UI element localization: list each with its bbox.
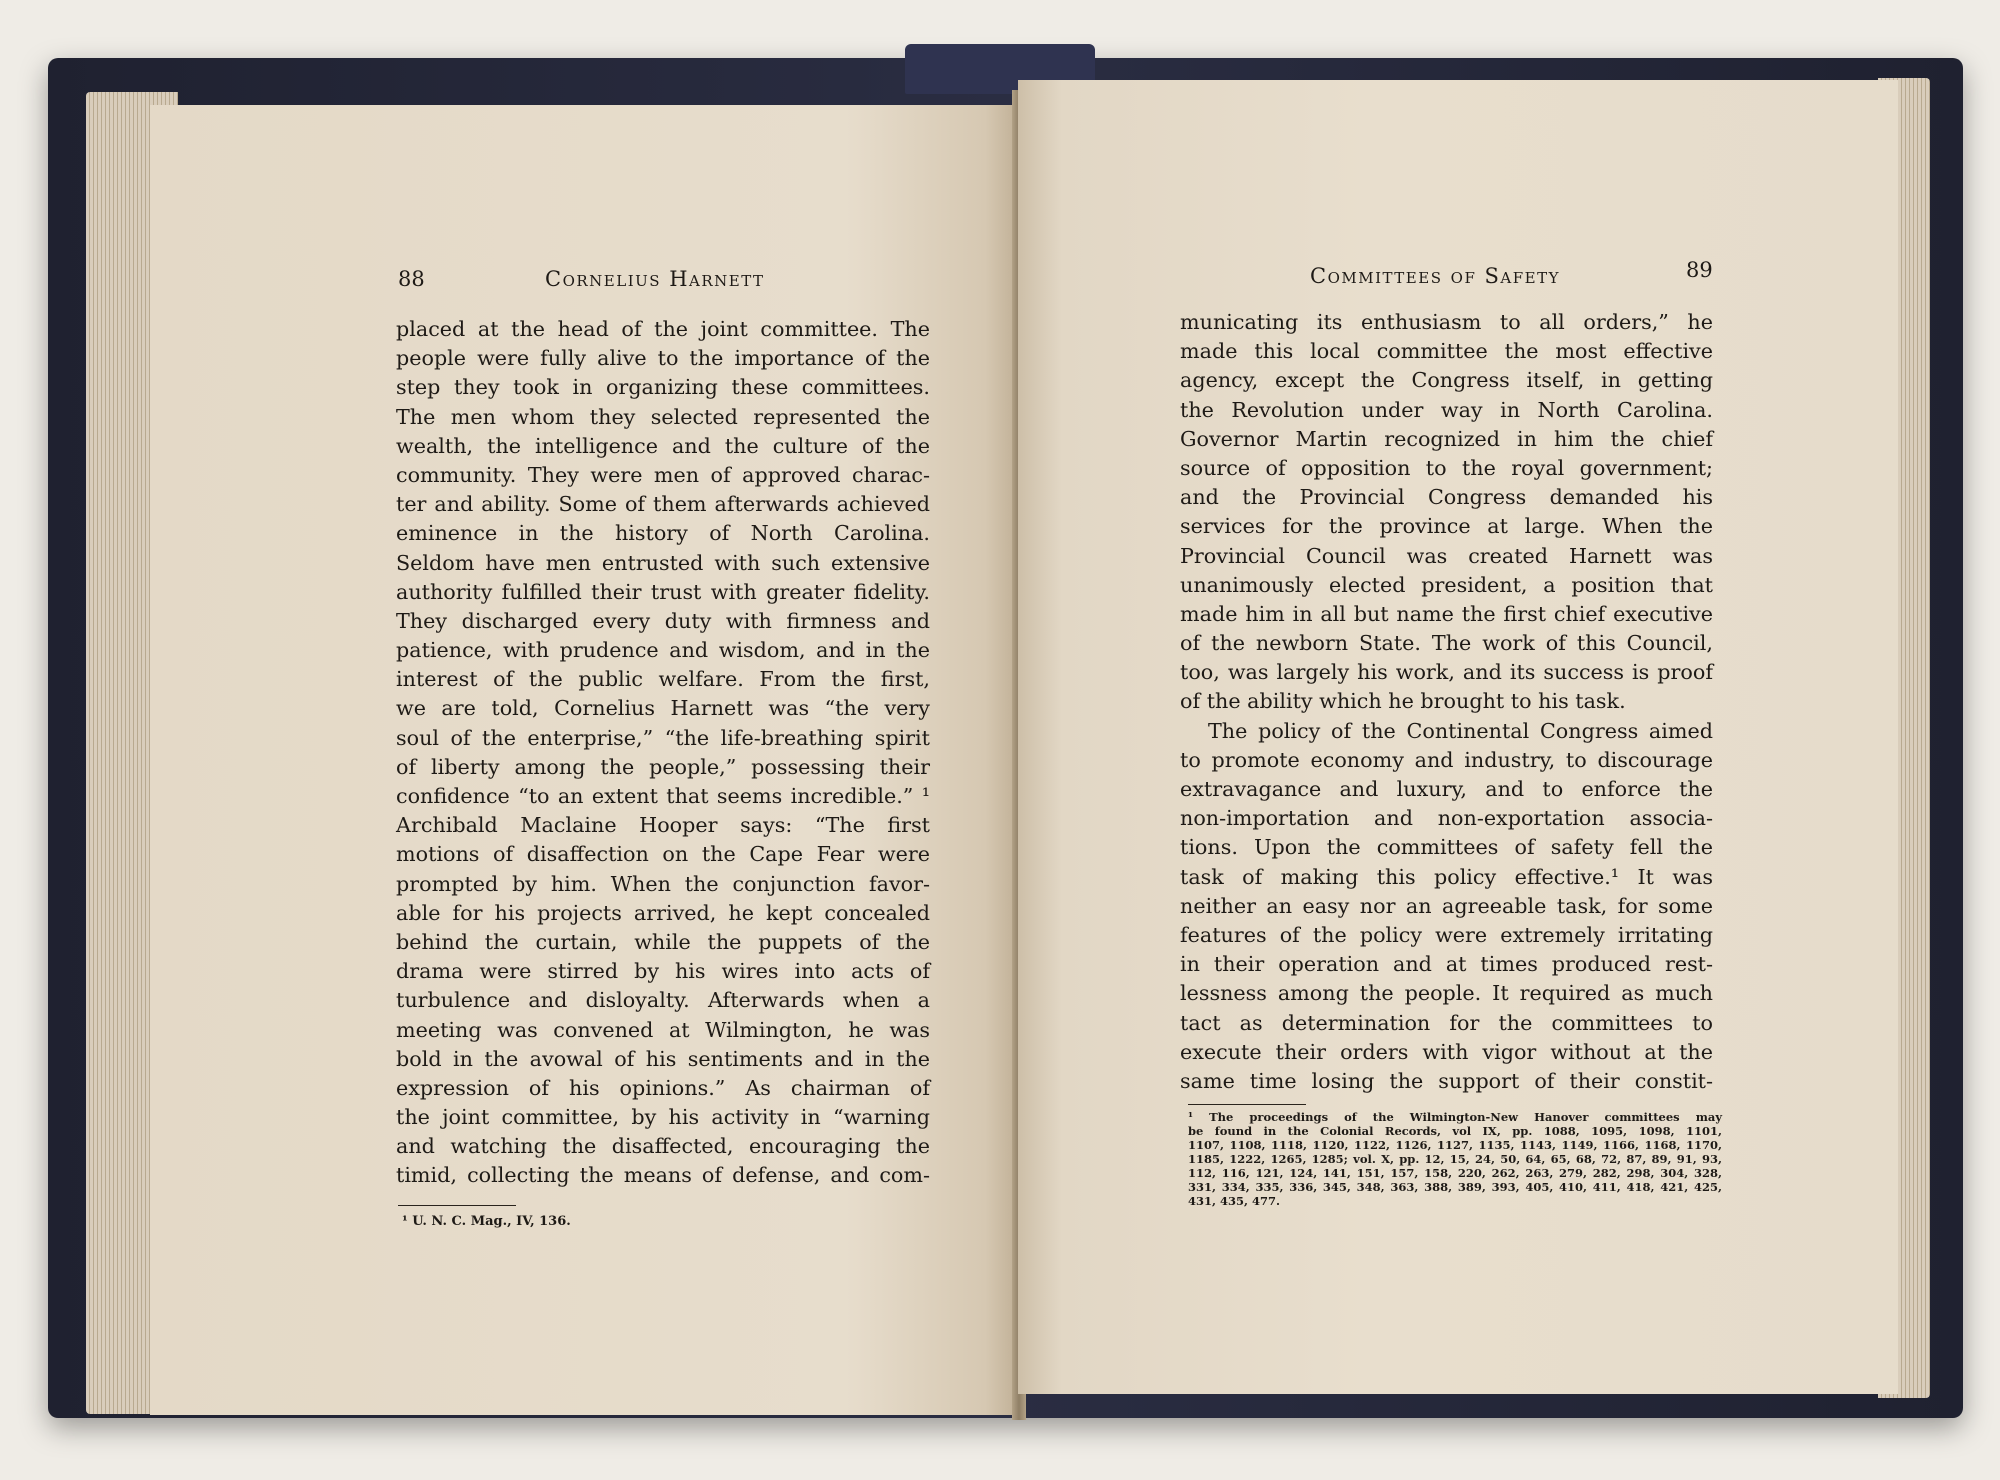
right-text-line: of the newborn State. The work of this Council, (1180, 631, 1713, 656)
left-text-line: The men whom they selected represented the (396, 404, 930, 429)
right-text-line: municating its enthusiasm to all orders,” he (1180, 310, 1713, 334)
left-text-line: prompted by him. When the conjunction favor- (396, 871, 930, 896)
left-page-body (396, 315, 930, 1191)
left-text-line: community. They were men of approved charac- (396, 462, 930, 487)
left-running-head: Cornelius Harnett (545, 267, 765, 291)
right-text-line: made him in all but name the first chief executive (1180, 601, 1713, 626)
right-text-line: Provincial Council was created Harnett was (1180, 543, 1713, 568)
right-text-line: too, was largely his work, and its success is proof (1180, 660, 1713, 685)
right-footnote-line: ¹ The proceedings of the Wilmington-New Hanover committees may (1188, 1110, 1722, 1124)
right-footnote-line: 1107, 1108, 1118, 1120, 1122, 1126, 1127, 1135, 1143, 1149, 1166, 1168, 1170, (1188, 1138, 1722, 1152)
right-footnote-rule (1188, 1104, 1306, 1105)
right-text-line: lessness among the people. It required as much (1180, 981, 1713, 1006)
left-text-line: turbulence and disloyalty. Afterwards when a (396, 988, 930, 1013)
left-text-line: people were fully alive to the importance of the (396, 346, 930, 371)
right-text-line: extravagance and luxury, and to enforce the (1180, 777, 1713, 801)
left-text-line: bold in the avowal of his sentiments and in the (396, 1046, 930, 1071)
right-text-line: the Revolution under way in North Carolina. (1180, 397, 1713, 422)
left-footnote-rule (398, 1205, 516, 1206)
right-text-line: Governor Martin recognized in him the chief (1180, 426, 1713, 451)
right-page-body (1180, 308, 1713, 1096)
left-page (150, 105, 1020, 1415)
left-text-line: soul of the enterprise,” “the life-breathing spirit (396, 725, 930, 750)
left-text-line: Archibald Maclaine Hooper says: “The first (396, 813, 930, 838)
left-text-line: interest of the public welfare. From the first, (396, 667, 930, 692)
left-text-line: patience, with prudence and wisdom, and in the (396, 638, 930, 663)
right-footnote-line: 112, 116, 121, 124, 141, 151, 157, 158, 220, 262, 263, 279, 282, 298, 304, 328, (1188, 1166, 1722, 1180)
right-footnote-line: 431, 435, 477. (1188, 1194, 1281, 1208)
right-text-line: agency, except the Congress itself, in getting (1180, 368, 1713, 393)
left-text-line: meeting was convened at Wilmington, he was (396, 1017, 930, 1042)
left-text-line: They discharged every duty with firmness and (396, 608, 930, 633)
right-text-line: features of the policy were extremely irritating (1180, 922, 1713, 947)
left-text-line: expression of his opinions.” As chairman of (396, 1075, 930, 1100)
right-text-line: neither an easy nor an agreeable task, for some (1180, 893, 1713, 918)
left-text-line: motions of disaffection on the Cape Fear were (396, 842, 930, 867)
left-text-line: authority fulfilled their trust with greater fidelity. (396, 579, 930, 604)
left-text-line: the joint committee, by his activity in “warning (396, 1105, 930, 1130)
left-text-line: able for his projects arrived, he kept concealed (396, 900, 930, 925)
right-footnote-line: 331, 334, 335, 336, 345, 348, 363, 388, 389, 393, 405, 410, 411, 418, 421, 425, (1188, 1180, 1722, 1194)
left-text-line: behind the curtain, while the puppets of the (396, 929, 930, 954)
right-running-head: Committees of Safety (1310, 264, 1561, 288)
left-text-line: and watching the disaffected, encouraging the (396, 1134, 930, 1159)
right-footnote-line: 1185, 1222, 1265, 1285; vol. X, pp. 12, 15, 24, 50, 64, 65, 68, 72, 87, 89, 91, 93, (1188, 1152, 1722, 1166)
left-text-line: placed at the head of the joint committee. The (396, 317, 930, 341)
right-text-line: in their operation and at times produced rest- (1180, 952, 1713, 977)
right-text-line: The policy of the Continental Congress aimed (1208, 718, 1713, 743)
right-text-line: unanimously elected president, a position that (1180, 572, 1713, 597)
right-text-line: task of making this policy effective.¹ It was (1180, 864, 1713, 889)
right-text-line: execute their orders with vigor without at the (1180, 1039, 1713, 1064)
left-text-line: confidence “to an extent that seems incredible.” ¹ (396, 784, 930, 808)
right-text-line: same time losing the support of their constit- (1180, 1068, 1713, 1093)
right-text-line: of the ability which he brought to his task. (1180, 689, 1626, 714)
left-page-number: 88 (398, 267, 425, 291)
right-page-number: 89 (1686, 258, 1713, 282)
right-text-line: made this local committee the most effective (1180, 339, 1713, 364)
left-text-line: timid, collecting the means of defense, and com- (396, 1163, 930, 1188)
right-text-line: and the Provincial Congress demanded his (1180, 485, 1713, 510)
left-text-line: of liberty among the people,” possessing their (396, 754, 930, 779)
right-text-line: tions. Upon the committees of safety fell the (1180, 835, 1713, 860)
left-text-line: eminence in the history of North Carolina. (396, 521, 930, 546)
right-page (1018, 80, 1898, 1394)
left-text-line: we are told, Cornelius Harnett was “the very (396, 696, 930, 721)
left-footnote: ¹ U. N. C. Mag., IV, 136. (402, 1214, 571, 1229)
left-text-line: Seldom have men entrusted with such extensive (396, 550, 930, 575)
right-text-line: non-importation and non-exportation associa- (1180, 806, 1713, 831)
right-footnote (1188, 1110, 1722, 1208)
right-text-line: source of opposition to the royal government; (1180, 455, 1713, 480)
right-text-line: services for the province at large. When the (1180, 514, 1713, 539)
right-text-line: to promote economy and industry, to discourage (1180, 747, 1713, 772)
left-text-line: wealth, the intelligence and the culture of the (396, 433, 930, 458)
right-text-line: tact as determination for the committees to (1180, 1010, 1713, 1035)
left-text-line: drama were stirred by his wires into acts of (396, 959, 930, 984)
right-footnote-line: be found in the Colonial Records, vol IX, pp. 1088, 1095, 1098, 1101, (1188, 1124, 1722, 1138)
left-text-line: step they took in organizing these committees. (396, 375, 930, 400)
left-text-line: ter and ability. Some of them afterwards achieved (396, 492, 930, 517)
